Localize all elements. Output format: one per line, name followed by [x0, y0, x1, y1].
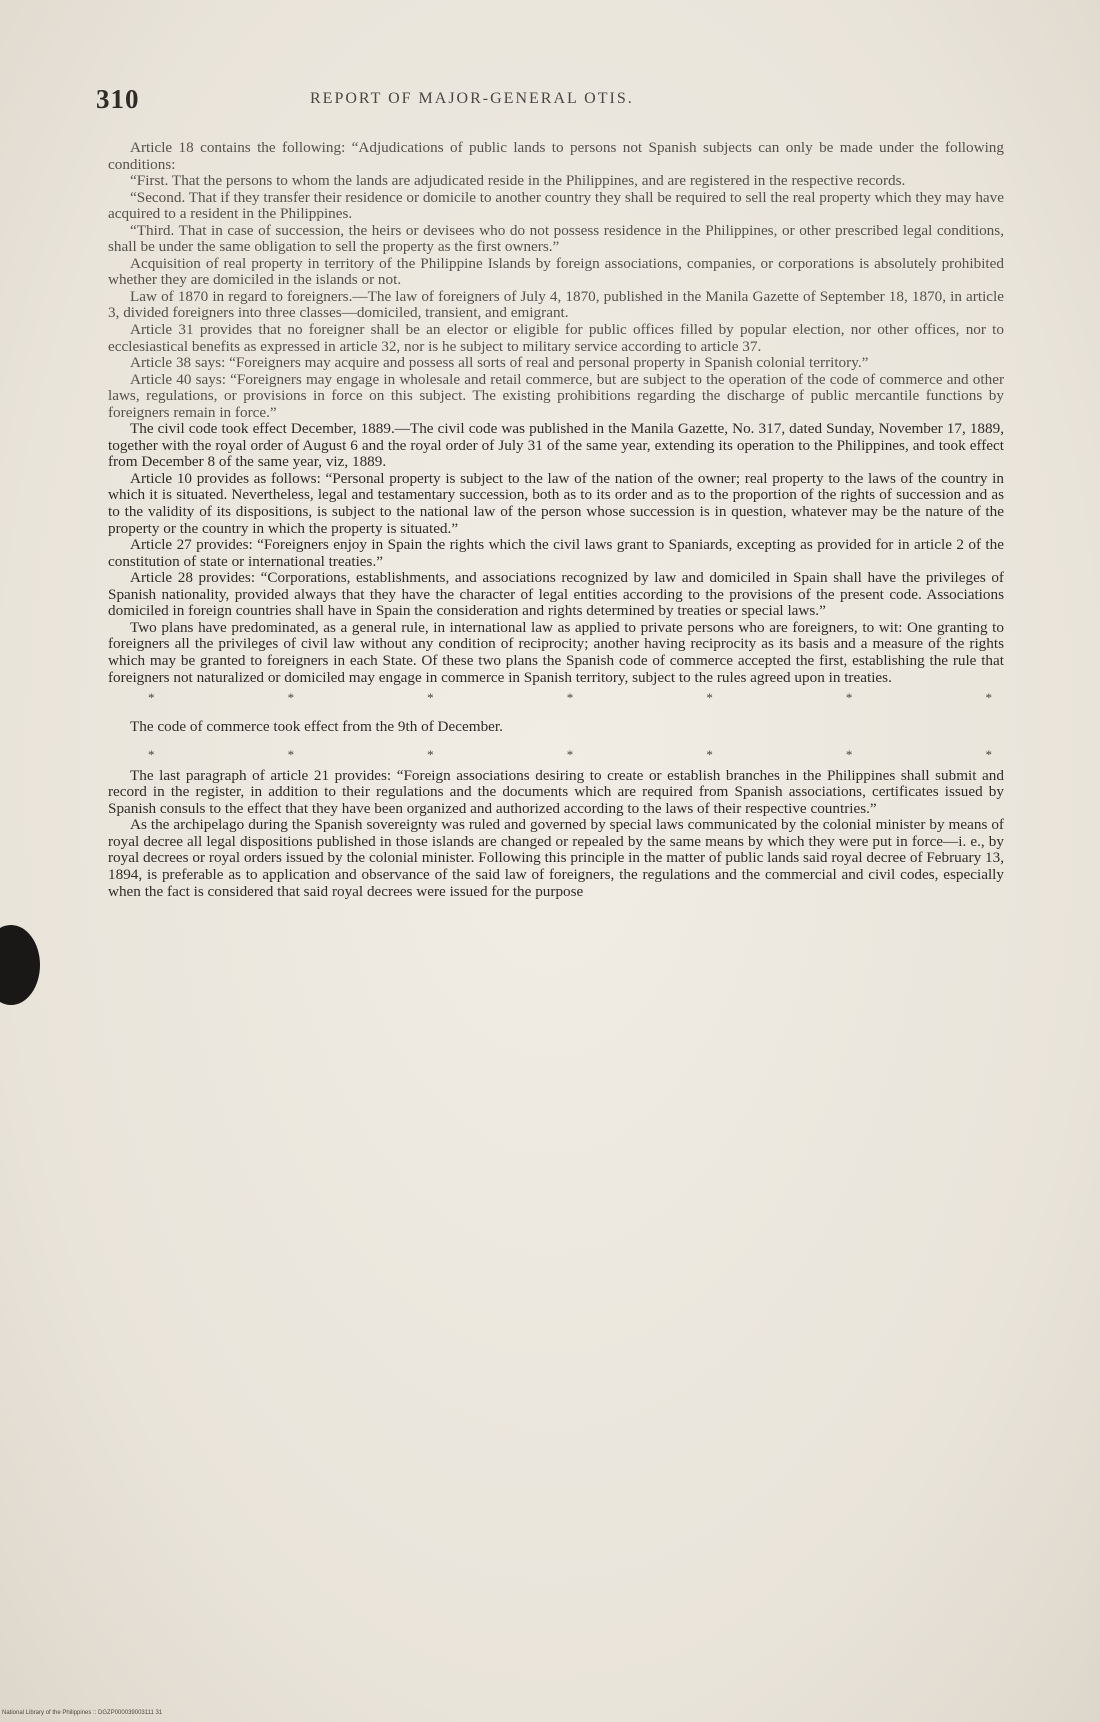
- page-header: [96, 84, 1016, 118]
- paragraph: Article 40 says: “Foreigners may engage in wholesale and retail commerce, but are subject to the operation of the code of commerce and other laws, regulations, or provisions in force on this subject. The existing prohibitions regarding the discharge of public mercantile functions by foreigners remain in force.”: [108, 370, 1004, 421]
- star: *: [985, 690, 992, 706]
- paragraph: Law of 1870 in regard to foreigners.—The law of foreigners of July 4, 1870, published in the Manila Gazette of September 18, 1870, in article 3, divided foreigners into three classes—domiciled, transient, and emigrant.: [108, 287, 1004, 322]
- paragraph: Article 31 provides that no foreigner shall be an elector or eligible for public offices filled by popular election, nor other offices, nor to ecclesiastical benefits as expressed in article 32, nor is he subject to military service according to article 37.: [108, 321, 1004, 355]
- star: *: [427, 747, 434, 763]
- paragraph: Article 18 contains the following: “Adjudications of public lands to persons not Spanish subjects can only be made under the following conditions:: [108, 139, 1004, 173]
- star: *: [566, 747, 574, 763]
- running-head: REPORT OF MAJOR-GENERAL OTIS.: [310, 90, 634, 107]
- paragraph: “First. That the persons to whom the lands are adjudicated reside in the Philippines, and are registered in the respective records.: [130, 172, 906, 190]
- paragraph: Article 28 provides: “Corporations, establishments, and associations recognized by law and domiciled in Spain shall have the privileges of Spanish nationality, provided always that they have the character of legal entities according to the provisions of the present code. Associations domiciled in foreign countries shall have in Spain the consideration and rights determined by treaties or special laws.”: [108, 569, 1004, 620]
- paragraph: Article 38 says: “Foreigners may acquire and possess all sorts of real and personal property in Spanish colonial territory.”: [130, 354, 869, 372]
- ellipsis-stars: [108, 743, 1004, 768]
- page-number: 310: [96, 84, 140, 114]
- star: *: [148, 747, 155, 763]
- star: *: [845, 690, 853, 706]
- paragraph: “Third. That in case of succession, the heirs or devisees who do not possess residence in the Philippines, or other prescribed legal conditions, shall be under the same obligation to sell the property as the first owners.”: [108, 221, 1004, 256]
- paragraph: Acquisition of real property in territory of the Philippine Islands by foreign associations, companies, or corporations is absolutely prohibited whether they are domiciled in the islands or not.: [108, 254, 1004, 289]
- star: *: [706, 690, 713, 706]
- paragraph: Article 10 provides as follows: “Personal property is subject to the law of the nation of the owner; real property to the laws of the country in which it is situated. Nevertheless, legal and testamentary succession, both as to its order and as to the proportion of the rights of succession and as to the validity of its dispositions, is subject to the national law of the person whose succession is in question, whatever may be the nature of the property or the country in which the property is situated.”: [108, 469, 1004, 537]
- paragraph: Article 27 provides: “Foreigners enjoy in Spain the rights which the civil laws grant to Spaniards, excepting as provided for in article 2 of the constitution of state or international treaties.”: [108, 536, 1004, 570]
- star: *: [287, 747, 295, 763]
- footer-credit: National Library of the Philippines :: DGZP000039003111 31: [2, 1710, 163, 1716]
- star: *: [427, 690, 434, 706]
- star: *: [566, 690, 574, 706]
- star: *: [287, 690, 295, 706]
- paragraph: The last paragraph of article 21 provides: “Foreign associations desiring to create or establish branches in the Philippines shall submit and record in the register, in addition to their regulations and the documents which are required from Spanish associations, certificates issued by Spanish consuls to the effect that they have been organized and authorized according to the laws of their respective countries.”: [108, 766, 1004, 817]
- paragraph: As the archipelago during the Spanish sovereignty was ruled and governed by special laws communicated by the colonial minister by means of royal decree all legal dispositions published in those islands are changed or repealed by the same means by which they were put in force—i. e., by royal decrees or royal orders issued by the colonial minister. Following this principle in the matter of public lands said royal decree of February 13, 1894, is preferable as to application and observance of the said law of foreigners, the regulations and the commercial and civil codes, especially when the fact is considered that said royal decrees were issued for the purpose: [108, 816, 1004, 900]
- ellipsis-stars: [108, 686, 1004, 711]
- lower-section: [108, 421, 1004, 900]
- star: *: [985, 747, 992, 763]
- body-text: [108, 140, 1004, 900]
- paragraph: Two plans have predominated, as a general rule, in international law as applied to private persons who are foreigners, to wit: One granting to foreigners all the privileges of civil law without any condition of reciprocity; another having reciprocity as its basis and a measure of the rights which may be granted to foreigners in each State. Of these two plans the Spanish code of commerce accepted the first, establishing the rule that foreigners not naturalized or domiciled may engage in commerce in Spanish territory, subject to the rules agreed upon in treaties.: [108, 618, 1004, 686]
- paragraph: “Second. That if they transfer their residence or domicile to another country they shall be required to sell the real property which they may have acquired to a resident in the Philippines.: [108, 188, 1004, 223]
- binding-hole: [0, 925, 40, 1005]
- star: *: [845, 747, 853, 763]
- commerce-line: The code of commerce took effect from the 9th of December.: [130, 717, 503, 735]
- paragraph: The civil code took effect December, 1889.—The civil code was published in the Manila Gazette, No. 317, dated Sunday, November 17, 1889, together with the royal order of August 6 and the royal order of July 31 of the same year, extending its operation to the Philippines, and took effect from December 8 of the same year, viz, 1889.: [108, 420, 1004, 471]
- star: *: [706, 747, 713, 763]
- star: *: [148, 690, 155, 706]
